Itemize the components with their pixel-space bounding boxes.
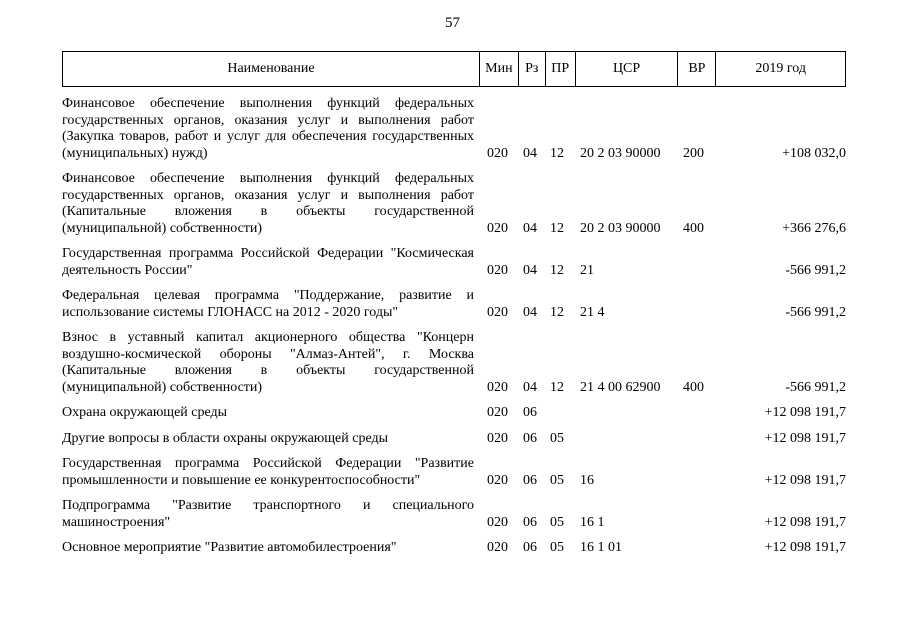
row-min: 020: [487, 220, 508, 236]
row-name: Другие вопросы в области охраны окружающей среды: [62, 430, 388, 446]
row-min: 020: [487, 540, 508, 555]
row-amount: -566 991,2: [785, 304, 846, 320]
row-rz: 06: [523, 472, 537, 488]
column-header-rz: Рз: [519, 52, 546, 86]
row-min: 020: [487, 405, 508, 420]
row-pr: 12: [550, 145, 564, 161]
row-rz: 04: [523, 145, 537, 161]
table-row: [62, 431, 846, 448]
row-rz: 04: [523, 379, 537, 395]
row-vr: 200: [683, 145, 704, 161]
row-min: 020: [487, 379, 508, 395]
row-csr: 21: [580, 262, 594, 278]
row-rz: 06: [523, 405, 537, 420]
row-amount: +12 098 191,7: [764, 472, 846, 488]
row-name: Основное мероприятие "Развитие автомобилестроения": [62, 540, 397, 555]
column-header-year: 2019 год: [755, 61, 806, 76]
row-name: Федеральная целевая программа "Поддержание, развитие и использование системы ГЛОНАСС на 2012 - 2020 годы": [62, 288, 474, 320]
table-row: [62, 246, 846, 279]
row-rz: 06: [523, 540, 537, 555]
row-vr: 400: [683, 220, 704, 236]
table-body: [62, 96, 846, 566]
table-row: [62, 288, 846, 321]
row-rz: 04: [523, 304, 537, 320]
row-pr: 12: [550, 262, 564, 278]
row-amount: +12 098 191,7: [764, 540, 846, 555]
table-row: [62, 540, 846, 557]
row-csr: 16 1 01: [580, 540, 622, 555]
row-csr: 21 4 00 62900: [580, 379, 661, 395]
row-min: 020: [487, 304, 508, 320]
table-row: [62, 498, 846, 531]
row-name: Государственная программа Российской Федерации "Космическая деятельность России": [62, 246, 474, 278]
row-min: 020: [487, 514, 508, 530]
row-amount: +12 098 191,7: [764, 514, 846, 530]
page-number: 57: [445, 15, 460, 31]
table-row: [62, 171, 846, 237]
table-row: [62, 405, 846, 422]
row-vr: 400: [683, 379, 704, 395]
row-name: Подпрограмма "Развитие транспортного и специального машиностроения": [62, 498, 474, 530]
row-min: 020: [487, 430, 508, 446]
column-header-min: Мин: [480, 52, 519, 86]
column-header-name: Наименование: [63, 52, 480, 86]
table-row: [62, 456, 846, 489]
row-name: Финансовое обеспечение выполнения функций федеральных государственных органов, оказания услуг и выполнения работ (Капитальные вложения в объекты государственной (муниципальной) собственности): [62, 171, 474, 236]
row-min: 020: [487, 472, 508, 488]
row-rz: 04: [523, 220, 537, 236]
row-name: Государственная программа Российской Федерации "Развитие промышленности и повышение ее конкурентоспособности": [62, 456, 474, 488]
row-name: Взнос в уставный капитал акционерного общества "Концерн воздушно-космической обороны "Алмаз-Антей", г. Москва (Капитальные вложения в объекты государственной (муниципальной) собственности): [62, 330, 474, 395]
row-pr: 05: [550, 472, 564, 488]
row-amount: +366 276,6: [782, 220, 846, 236]
table-header: [62, 51, 846, 87]
row-amount: -566 991,2: [785, 262, 846, 278]
column-header-vr: ВР: [678, 52, 716, 86]
row-pr: 05: [550, 540, 564, 555]
row-min: 020: [487, 262, 508, 278]
row-pr: 12: [550, 220, 564, 236]
row-pr: 12: [550, 379, 564, 395]
row-pr: 12: [550, 304, 564, 320]
table-row: [62, 96, 846, 162]
row-rz: 06: [523, 514, 537, 530]
column-header-pr: ПР: [546, 52, 576, 86]
row-amount: -566 991,2: [785, 379, 846, 395]
row-csr: 20 2 03 90000: [580, 145, 661, 161]
row-amount: +12 098 191,7: [764, 430, 846, 446]
column-header-csr: ЦСР: [576, 52, 679, 86]
row-csr: 20 2 03 90000: [580, 220, 661, 236]
row-csr: 16 1: [580, 514, 605, 530]
row-amount: +12 098 191,7: [764, 405, 846, 420]
row-csr: 16: [580, 472, 594, 488]
row-name: Финансовое обеспечение выполнения функций федеральных государственных органов, оказания услуг и выполнения работ (Закупка товаров, работ и услуг для обеспечения государственных (муниципальных) нужд): [62, 96, 474, 161]
row-rz: 06: [523, 430, 537, 446]
row-name: Охрана окружающей среды: [62, 405, 228, 420]
row-min: 020: [487, 145, 508, 161]
row-amount: +108 032,0: [782, 145, 846, 161]
row-pr: 05: [550, 430, 564, 446]
table-row: [62, 330, 846, 396]
row-rz: 04: [523, 262, 537, 278]
row-pr: 05: [550, 514, 564, 530]
row-csr: 21 4: [580, 304, 605, 320]
